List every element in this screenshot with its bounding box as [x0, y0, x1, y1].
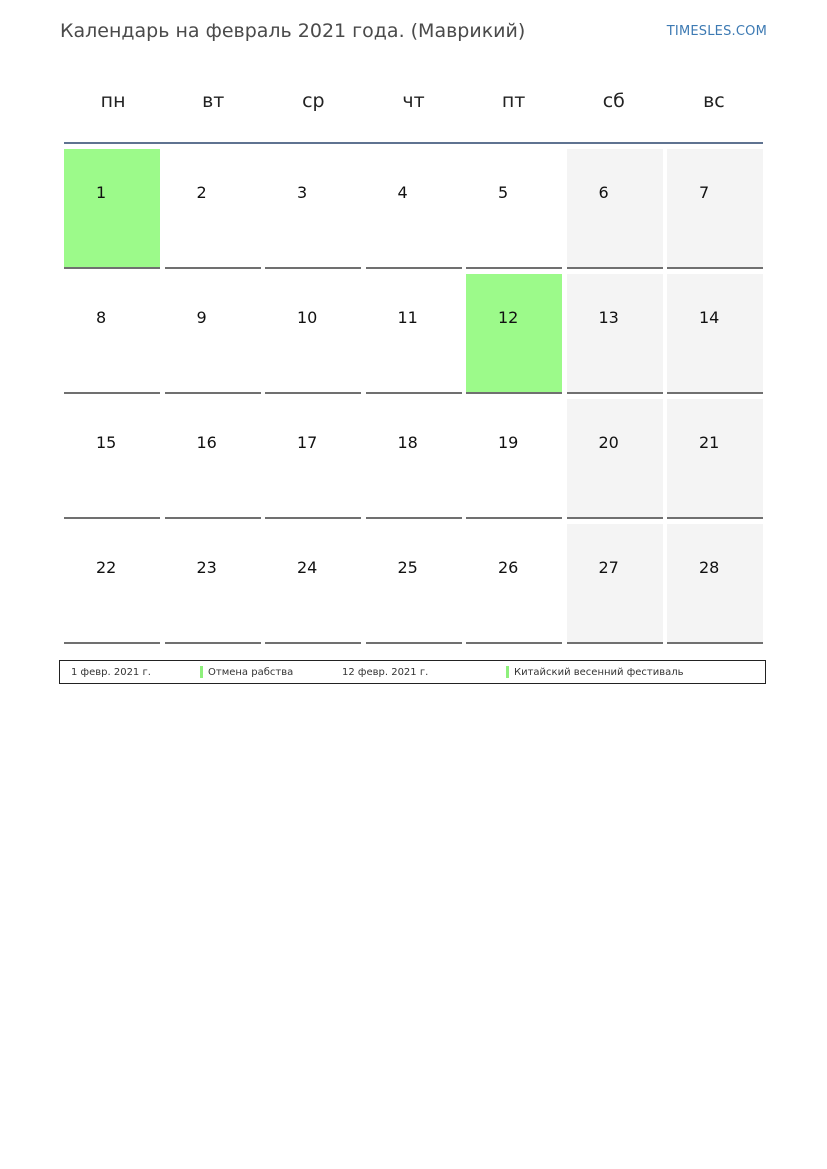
day-number: 22: [96, 558, 117, 577]
calendar-day-holiday[interactable]: [64, 149, 160, 269]
calendar-day[interactable]: [265, 399, 361, 519]
calendar-day[interactable]: [466, 149, 562, 269]
weekday-label: пт: [501, 90, 526, 112]
legend-holiday-name: Китайский весенний фестиваль: [514, 667, 684, 678]
legend-date: 1 февр. 2021 г.: [71, 667, 151, 678]
day-number: 9: [196, 308, 207, 327]
day-number: 1: [96, 183, 107, 202]
holiday-color-marker: [506, 666, 509, 678]
calendar-day[interactable]: [64, 274, 160, 394]
calendar-day-weekend[interactable]: [667, 274, 763, 394]
calendar-day[interactable]: [366, 149, 462, 269]
calendar-day[interactable]: [265, 524, 361, 644]
day-number: 2: [196, 183, 207, 202]
calendar-day[interactable]: [466, 524, 562, 644]
weekday-label: чт: [402, 90, 425, 112]
day-number: 14: [699, 308, 720, 327]
day-number: 6: [598, 183, 609, 202]
calendar-day[interactable]: [165, 149, 261, 269]
day-number: 15: [96, 433, 117, 452]
day-number: 3: [297, 183, 308, 202]
calendar-grid: [64, 149, 763, 644]
calendar-day-holiday[interactable]: [466, 274, 562, 394]
calendar-day-weekend[interactable]: [567, 149, 663, 269]
header-divider: [64, 142, 763, 144]
calendar-day[interactable]: [366, 524, 462, 644]
legend-date: 12 февр. 2021 г.: [342, 667, 429, 678]
calendar-day[interactable]: [466, 399, 562, 519]
day-number: 8: [96, 308, 107, 327]
day-number: 11: [397, 308, 418, 327]
day-number: 20: [598, 433, 619, 452]
calendar-day[interactable]: [366, 274, 462, 394]
day-number: 23: [196, 558, 217, 577]
calendar-day-weekend[interactable]: [567, 524, 663, 644]
day-number: 17: [297, 433, 318, 452]
calendar-day[interactable]: [165, 399, 261, 519]
day-number: 4: [397, 183, 408, 202]
day-number: 21: [699, 433, 720, 452]
site-link[interactable]: TIMESLES.COM: [666, 24, 767, 39]
day-number: 16: [196, 433, 217, 452]
weekday-label: вт: [202, 90, 225, 112]
calendar-day[interactable]: [165, 274, 261, 394]
calendar-day-weekend[interactable]: [567, 399, 663, 519]
day-number: 7: [699, 183, 710, 202]
day-number: 13: [598, 308, 619, 327]
holiday-color-marker: [200, 666, 203, 678]
day-number: 19: [498, 433, 519, 452]
weekday-header-row: [63, 90, 764, 112]
calendar-day-weekend[interactable]: [667, 149, 763, 269]
calendar-day[interactable]: [64, 399, 160, 519]
weekday-label: сб: [602, 90, 625, 112]
day-number: 10: [297, 308, 318, 327]
calendar-day-weekend[interactable]: [667, 524, 763, 644]
holiday-legend: [59, 660, 766, 684]
day-number: 28: [699, 558, 720, 577]
calendar-day[interactable]: [165, 524, 261, 644]
day-number: 26: [498, 558, 519, 577]
day-number: 12: [498, 308, 519, 327]
day-number: 27: [598, 558, 619, 577]
calendar-day[interactable]: [265, 149, 361, 269]
weekday-label: пн: [100, 90, 126, 112]
weekday-label: вс: [703, 90, 725, 112]
calendar-day-weekend[interactable]: [667, 399, 763, 519]
day-number: 24: [297, 558, 318, 577]
page-title: Календарь на февраль 2021 года. (Маврикий): [60, 20, 526, 42]
calendar-day[interactable]: [265, 274, 361, 394]
calendar-day-weekend[interactable]: [567, 274, 663, 394]
calendar-day[interactable]: [64, 524, 160, 644]
day-number: 18: [397, 433, 418, 452]
day-number: 25: [397, 558, 418, 577]
legend-holiday-name: Отмена рабства: [208, 667, 294, 678]
day-number: 5: [498, 183, 509, 202]
weekday-label: ср: [302, 90, 325, 112]
calendar-day[interactable]: [366, 399, 462, 519]
